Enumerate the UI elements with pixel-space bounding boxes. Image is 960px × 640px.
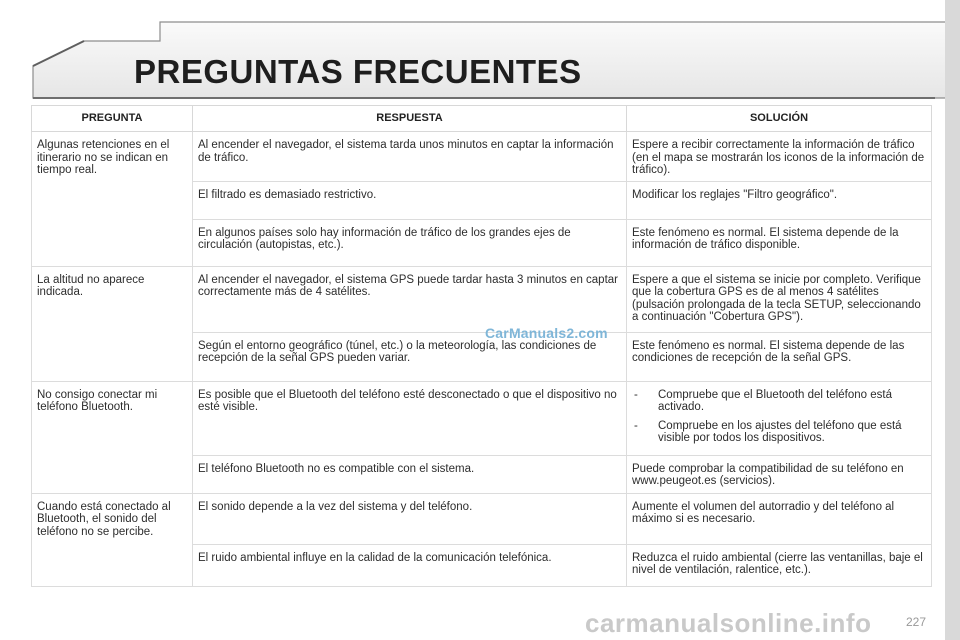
footer-watermark: carmanualsonline.info: [585, 608, 872, 638]
solution-cell: Este fenómeno es normal. El sistema depende de las condiciones de recepción de la señal GPS.: [627, 332, 932, 381]
question-cell: No consigo conectar mi teléfono Bluetooth.: [32, 381, 193, 493]
solution-cell: Puede comprobar la compatibilidad de su teléfono en www.peugeot.es (servicios).: [627, 455, 932, 493]
answer-cell: El filtrado es demasiado restrictivo.: [193, 181, 627, 219]
table-row: [32, 493, 932, 544]
watermark: CarManuals2.com: [485, 325, 608, 341]
column-header-pregunta: PREGUNTA: [32, 106, 193, 132]
answer-cell: Según el entorno geográfico (túnel, etc.) o la meteorología, las condiciones de recepción de la señal GPS pueden variar.: [193, 332, 627, 381]
solution-list-item: - Compruebe que el Bluetooth del teléfono está activado.: [632, 389, 926, 414]
answer-cell: El teléfono Bluetooth no es compatible con el sistema.: [193, 455, 627, 493]
solution-cell: Modificar los reglajes "Filtro geográfico".: [627, 181, 932, 219]
solution-cell: Reduzca el ruido ambiental (cierre las ventanillas, baje el nivel de ventilación, ralentice, etc.).: [627, 544, 932, 586]
solution-cell: [627, 381, 932, 455]
question-cell: Cuando está conectado al Bluetooth, el sonido del teléfono no se percibe.: [32, 493, 193, 586]
table-row: [32, 381, 932, 455]
answer-cell: Es posible que el Bluetooth del teléfono esté desconectado o que el dispositivo no esté visible.: [193, 381, 627, 455]
page-number: 227: [906, 615, 927, 629]
table-header-row: [32, 106, 932, 132]
solution-list: [632, 389, 926, 445]
question-cell: Algunas retenciones en el itinerario no se indican en tiempo real.: [32, 132, 193, 267]
answer-cell: Al encender el navegador, el sistema GPS puede tardar hasta 3 minutos en captar correctamente más de 4 satélites.: [193, 266, 627, 332]
solution-cell: Espere a que el sistema se inicie por completo. Verifique que la cobertura GPS es de al menos 4 satélites (pulsación prolongada de la tecla SETUP, seleccionando a continuación "Cobertura GPS").: [627, 266, 932, 332]
faq-table: [31, 105, 932, 587]
table-row: [32, 132, 932, 182]
page-title: PREGUNTAS FRECUENTES: [134, 53, 582, 90]
table-row: [32, 266, 932, 332]
column-header-solucion: SOLUCIÓN: [627, 106, 932, 132]
column-header-respuesta: RESPUESTA: [193, 106, 627, 132]
solution-list-item: - Compruebe en los ajustes del teléfono que está visible por todos los dispositivos.: [632, 420, 926, 445]
answer-cell: Al encender el navegador, el sistema tarda unos minutos en captar la información de tráfico.: [193, 132, 627, 182]
solution-cell: Aumente el volumen del autorradio y del teléfono al máximo si es necesario.: [627, 493, 932, 544]
answer-cell: El sonido depende a la vez del sistema y del teléfono.: [193, 493, 627, 544]
side-strip: [945, 0, 960, 640]
solution-cell: Espere a recibir correctamente la información de tráfico (en el mapa se mostrarán los iconos de la información de tráfico).: [627, 132, 932, 182]
solution-cell: Este fenómeno es normal. El sistema depende de la información de tráfico disponible.: [627, 219, 932, 266]
question-cell: La altitud no aparece indicada.: [32, 266, 193, 381]
answer-cell: El ruido ambiental influye en la calidad de la comunicación telefónica.: [193, 544, 627, 586]
answer-cell: En algunos países solo hay información de tráfico de los grandes ejes de circulación (autopistas, etc.).: [193, 219, 627, 266]
